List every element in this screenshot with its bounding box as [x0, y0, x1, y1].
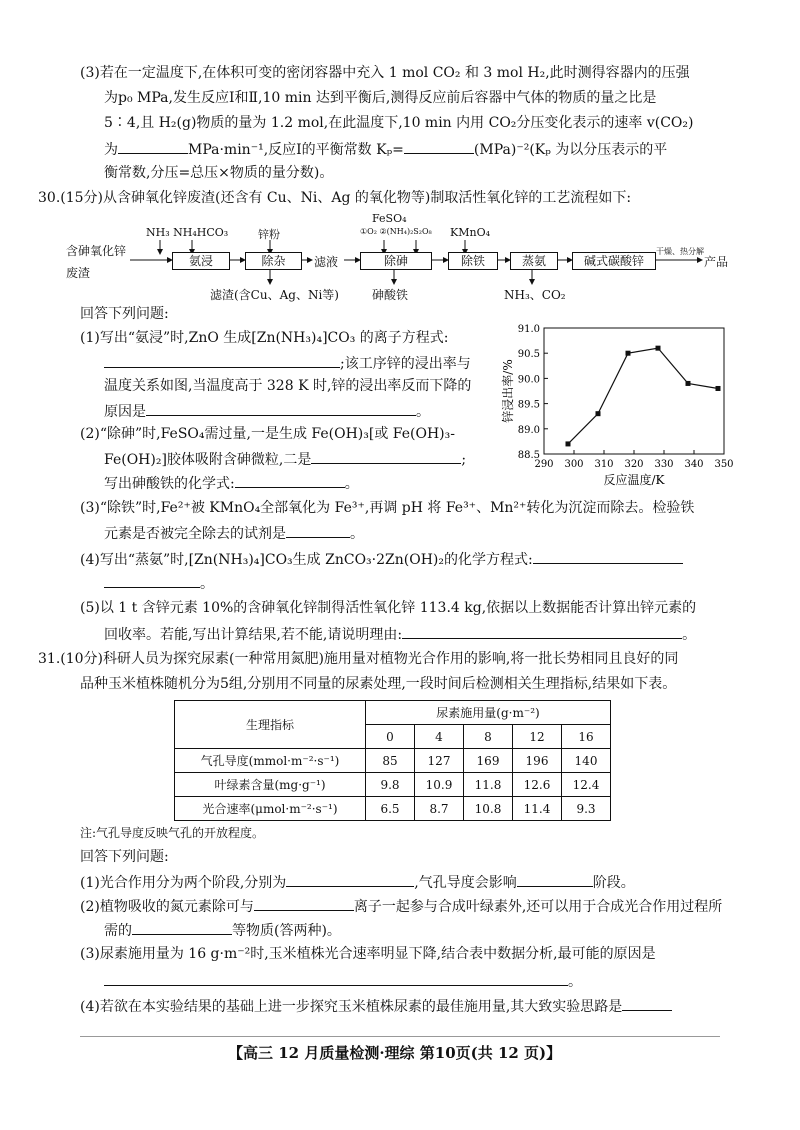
dry-decompose-label: 干燥、热分解 [656, 247, 704, 256]
text: 。 [350, 526, 364, 542]
dose-cell: 4 [415, 725, 464, 749]
x-tick-label: 350 [714, 459, 734, 470]
table-cell: 140 [562, 749, 611, 773]
q30-1-line4 [104, 401, 430, 421]
footer-divider [80, 1036, 720, 1037]
text: (MPa)⁻²(Kₚ 为以分压表示的平 [473, 142, 668, 158]
q31-intro-1: 31.(10分)科研人员为探究尿素(一种常用氮肥)施用量对植物光合作用的影响,将一批长势相同且良好的同 [38, 651, 679, 667]
text: 写出砷酸铁的化学式: [104, 476, 235, 492]
row-label: 气孔导度(mmol·m⁻²·s⁻¹) [175, 749, 366, 773]
product-label: 产品 [704, 255, 729, 269]
table-cell: 12.4 [562, 773, 611, 797]
table-cell: 11.4 [513, 797, 562, 821]
text: 。 [416, 404, 430, 420]
table-cell: 11.8 [464, 773, 513, 797]
q30-2-line3 [104, 473, 359, 493]
q30-5-line1: (5)以 1 t 含锌元素 10%的含砷氧化锌制得活性氧化锌 113.4 kg,依据以上数据能否计算出锌元素的 [80, 600, 697, 616]
row-label: 光合速率(μmol·m⁻²·s⁻¹) [175, 797, 366, 821]
answer-blank[interactable] [622, 996, 672, 1011]
q31-2-line2 [104, 920, 341, 940]
table-cell: 10.9 [415, 773, 464, 797]
dose-cell: 16 [562, 725, 611, 749]
gases-label: NH₃、CO₂ [504, 288, 566, 302]
dose-cell: 12 [513, 725, 562, 749]
raw-material-label-2: 废渣 [66, 266, 91, 280]
text: 原因是 [104, 404, 146, 420]
q29-3-line2: 为p₀ MPa,发生反应Ⅰ和Ⅱ,10 min 达到平衡后,测得反应前后容器中气体的物质的量之比是 [104, 90, 657, 106]
y-tick-label: 90.5 [517, 349, 540, 361]
q31-1 [80, 872, 635, 892]
q31-intro-2: 品种玉米植株随机分为5组,分别用不同量的尿素处理,一段时间后检测相关生理指标,结果如下表。 [80, 676, 677, 692]
answer-blank[interactable] [104, 971, 568, 986]
dose-cell: 0 [366, 725, 415, 749]
page-footer: 【高三 12 月质量检测·理综 第10页(共 12 页)】 [228, 1044, 562, 1062]
arsenate-label: 砷酸铁 [372, 288, 409, 302]
answer-blank[interactable] [254, 896, 354, 911]
text: (1)光合作用分为两个阶段,分别为 [80, 875, 287, 891]
y-tick-label: 89.5 [517, 399, 540, 411]
zinc-leach-chart [500, 320, 740, 490]
table-row [175, 749, 611, 773]
reagent-ammonia: NH₃ NH₄HCO₃ [146, 226, 229, 239]
q31-4-line1 [80, 996, 672, 1016]
filtrate-label: 滤液 [314, 255, 339, 269]
table-row [175, 773, 611, 797]
x-tick-label: 340 [684, 459, 704, 470]
table-cell: 9.8 [366, 773, 415, 797]
text: 。 [344, 476, 359, 492]
q29-3-line5: 衡常数,分压=总压×物质的量分数)。 [104, 165, 334, 181]
text: Fe(OH)₂]胶体吸附含砷微粒,二是 [104, 452, 312, 468]
text: (4)写出“蒸氨”时,[Zn(NH₃)₄]CO₃生成 ZnCO₃·2Zn(OH)₂的化学方程式: [80, 552, 533, 568]
text: 阶段。 [592, 875, 635, 891]
table-header-indicator: 生理指标 [175, 701, 366, 749]
step-arsenic-removal: 除砷 [360, 252, 432, 270]
text: ;该工序锌的浸出率与 [340, 356, 471, 372]
data-point [626, 351, 631, 356]
text: 为 [104, 142, 118, 158]
answer-blank[interactable] [132, 920, 232, 935]
dose-cell: 8 [464, 725, 513, 749]
y-tick-label: 88.5 [517, 450, 540, 461]
answer-blank[interactable] [104, 573, 200, 588]
answer-blank[interactable] [533, 549, 683, 564]
answer-blank[interactable] [146, 401, 416, 416]
table-cell: 196 [513, 749, 562, 773]
x-tick-label: 320 [624, 459, 644, 470]
x-tick-label: 300 [564, 459, 584, 470]
series-line [568, 348, 718, 444]
answer-blank[interactable] [235, 473, 345, 488]
raw-material-label: 含砷氧化锌 [66, 244, 127, 258]
q31-3-line1: (3)尿素施用量为 16 g·m⁻²时,玉米植株光合速率明显下降,结合表中数据分析,最可能的原因是 [80, 946, 656, 962]
table-cell: 10.8 [464, 797, 513, 821]
q31-3-line2 [104, 971, 582, 991]
y-axis-label: 锌浸出率/% [501, 359, 515, 423]
text: MPa·min⁻¹,反应Ⅰ的平衡常数 Kₚ= [188, 142, 404, 158]
plot-frame [544, 328, 724, 454]
reagent-oxidants: ①O₂ ②(NH₄)₂S₂O₈ [360, 227, 432, 236]
x-axis-label: 反应温度/K [603, 473, 665, 487]
text: (4)若欲在本实验结果的基础上进一步探究玉米植株尿素的最佳施用量,其大致实验思路是 [80, 999, 623, 1015]
table-cell: 127 [415, 749, 464, 773]
text: 离子一起参与合成叶绿素外,还可以用于合成光合作用过程所 [353, 899, 723, 915]
q30-1-line2 [104, 353, 471, 373]
answer-blank[interactable] [104, 353, 340, 368]
data-point [686, 381, 691, 386]
data-point [596, 411, 601, 416]
q30-answer-header: 回答下列问题: [80, 306, 169, 322]
text: 等物质(答两种)。 [232, 923, 341, 939]
text: 回收率。若能,写出计算结果,若不能,请说明理由: [104, 627, 403, 643]
table-cell: 8.7 [415, 797, 464, 821]
step-iron-removal: 除铁 [448, 252, 498, 270]
q30-2-line1: (2)“除砷”时,FeSO₄需过量,一是生成 Fe(OH)₃[或 Fe(OH)₃- [80, 426, 455, 442]
q29-3-line3: 5∶4,且 H₂(g)物质的量为 1.2 mol,在此温度下,10 min 内用 CO₂分压变化表示的速率 v(CO₂) [104, 115, 694, 131]
q31-answer-header: 回答下列问题: [80, 849, 169, 865]
q31-2-line1 [80, 896, 722, 916]
answer-blank[interactable] [402, 624, 682, 639]
reagent-kmno4: KMnO₄ [450, 226, 490, 239]
step-impurity-removal: 除杂 [245, 252, 302, 270]
text: ,气孔导度会影响 [414, 875, 517, 891]
x-tick-label: 290 [534, 459, 554, 470]
x-tick-label: 310 [594, 459, 614, 470]
answer-blank[interactable] [311, 449, 461, 464]
q30-1-line1: (1)写出“氨浸”时,ZnO 生成[Zn(NH₃)₄]CO₃ 的离子方程式: [80, 330, 449, 346]
text: 。 [200, 576, 214, 592]
y-tick-label: 91.0 [517, 324, 540, 335]
table-cell: 9.3 [562, 797, 611, 821]
reagent-zinc: 锌粉 [258, 228, 280, 241]
table-header-dose: 尿素施用量(g·m⁻²) [366, 701, 611, 725]
table-cell: 6.5 [366, 797, 415, 821]
answer-blank[interactable] [286, 872, 414, 887]
table-cell: 12.6 [513, 773, 562, 797]
x-tick-label: 330 [654, 459, 674, 470]
answer-blank[interactable] [286, 523, 350, 538]
q30-3-line2 [104, 523, 364, 543]
reagent-feso4: FeSO₄ [372, 212, 407, 225]
text: 需的 [104, 923, 132, 939]
table-row [175, 797, 611, 821]
row-label: 叶绿素含量(mg·g⁻¹) [175, 773, 366, 797]
y-tick-label: 90.0 [517, 374, 540, 386]
q29-3-line1: (3)若在一定温度下,在体积可变的密闭容器中充入 1 mol CO₂ 和 3 mol H₂,此时测得容器内的压强 [80, 65, 690, 81]
text: ; [461, 452, 467, 468]
q30-5-line2 [104, 624, 696, 644]
q30-3-line1: (3)“除铁”时,Fe²⁺被 KMnO₄全部氧化为 Fe³⁺,再调 pH 将 Fe³⁺、Mn²⁺转化为沉淀而除去。检验铁 [80, 500, 695, 516]
y-tick-label: 89.0 [517, 424, 540, 436]
data-point [716, 386, 721, 391]
step-ammonia-leach: 氨浸 [172, 252, 230, 270]
q30-4-line2 [104, 573, 214, 593]
q30-2-line2 [104, 449, 466, 469]
text: 。 [568, 974, 582, 990]
step-basic-zinc-carbonate: 碱式碳酸锌 [572, 252, 656, 270]
text: (2)植物吸收的氮元素除可与 [80, 899, 254, 915]
residue-label: 滤渣(含Cu、Ag、Ni等) [210, 288, 339, 302]
q30-4-line1 [80, 549, 683, 569]
text: 。 [682, 627, 697, 643]
table-note: 注:气孔导度反映气孔的开放程度。 [80, 826, 265, 840]
text: 元素是否被完全除去的试剂是 [104, 526, 286, 542]
answer-blank[interactable] [517, 872, 593, 887]
q30-intro: 30.(15分)从含砷氧化锌废渣(还含有 Cu、Ni、Ag 的氧化物等)制取活性氧化锌的工艺流程如下: [38, 190, 632, 206]
step-ammonia-distill: 蒸氨 [510, 252, 558, 270]
table-cell: 85 [366, 749, 415, 773]
data-point [656, 346, 661, 351]
data-point [566, 441, 571, 446]
q30-1-line3: 温度关系如图,当温度高于 328 K 时,锌的浸出率反而下降的 [104, 378, 472, 394]
urea-data-table [174, 700, 611, 821]
table-cell: 169 [464, 749, 513, 773]
